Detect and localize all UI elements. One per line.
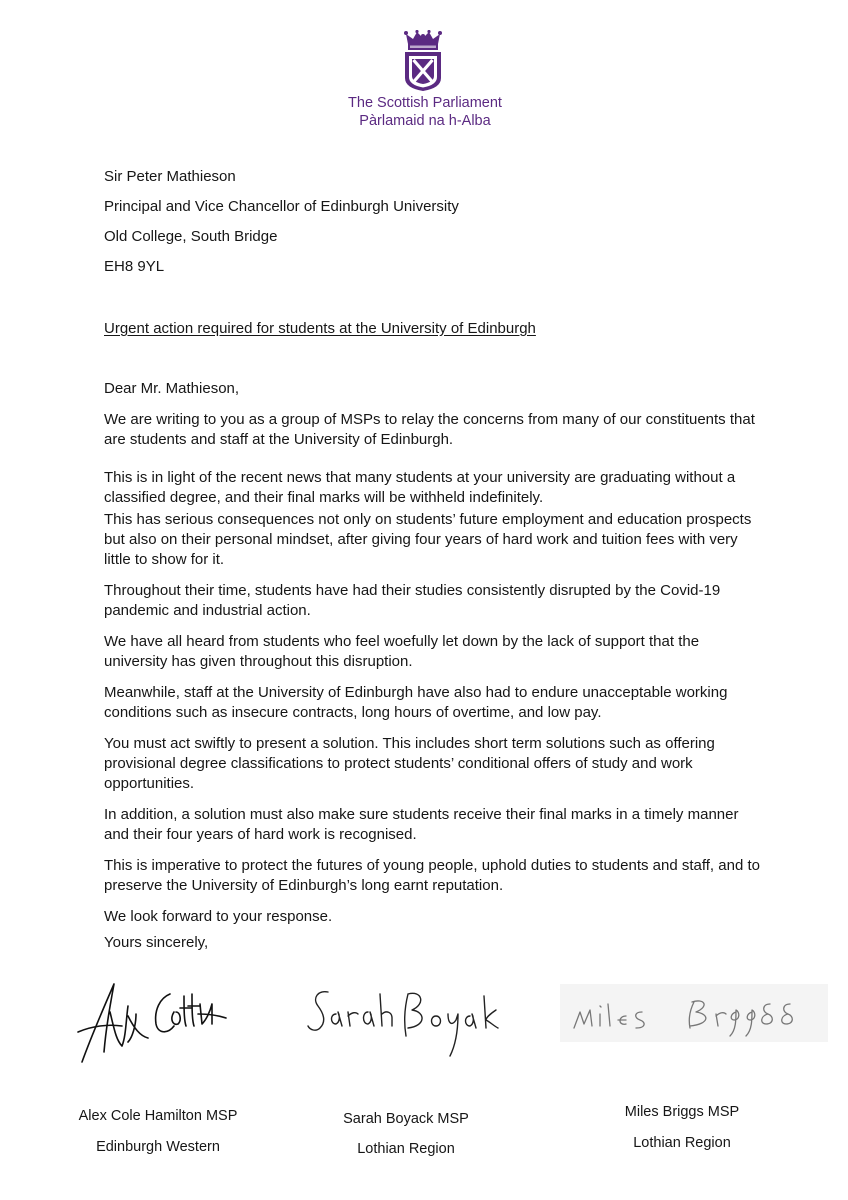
signatory-region: Lothian Region (357, 1141, 455, 1157)
closing: Yours sincerely, (104, 934, 209, 951)
recipient-title: Principal and Vice Chancellor of Edinburgh University (104, 198, 459, 215)
letter-subject: Urgent action required for students at the University of Edinburgh (104, 320, 536, 337)
signatory-region: Lothian Region (633, 1135, 731, 1151)
body-paragraph: We have all heard from students who feel woefully let down by the lack of support that the university has given throughout this disruption. (104, 633, 700, 670)
recipient-name: Sir Peter Mathieson (104, 168, 236, 185)
signatory-name: Alex Cole Hamilton MSP (78, 1108, 238, 1124)
recipient-street: Old College, South Bridge (104, 228, 278, 245)
body-paragraph: We look forward to your response. (104, 908, 333, 925)
handwritten-signature-1 (70, 976, 230, 1068)
recipient-postcode: EH8 9YL (104, 258, 165, 275)
body-paragraph: We are writing to you as a group of MSPs to relay the concerns from many of our constituents that are students and staff at the University of Edinburgh. (104, 411, 755, 448)
body-paragraph: Throughout their time, students have had their studies consistently disrupted by the Covid-19 pandemic and industrial action. (104, 582, 721, 619)
parliament-name-gaelic: Pàrlamaid na h-Alba (359, 113, 491, 129)
signatory-region: Edinburgh Western (96, 1139, 220, 1155)
body-paragraph: This has serious consequences not only on students’ future employment and education prospects but also on their personal mindset, after giving four years of hard work and tuition fees with very little to show for it. (104, 511, 752, 568)
body-paragraph: Meanwhile, staff at the University of Edinburgh have also had to endure unacceptable working conditions such as insecure contracts, long hours of overtime, and low pay. (104, 684, 728, 721)
scottish-parliament-crest-icon (400, 30, 446, 92)
handwritten-signature-2 (300, 980, 510, 1062)
salutation: Dear Mr. Mathieson, (104, 380, 240, 397)
handwritten-signature-3 (560, 984, 830, 1044)
parliament-name-english: The Scottish Parliament (348, 95, 502, 111)
signatory-name: Sarah Boyack MSP (343, 1111, 469, 1127)
signatory-name: Miles Briggs MSP (624, 1104, 740, 1120)
body-paragraph: This is in light of the recent news that many students at your university are graduating without a classified degree, and their final marks will be withheld indefinitely. (104, 469, 736, 506)
body-paragraph: You must act swiftly to present a solution. This includes short term solutions such as offering provisional degree classifications to protect students’ conditional offers of study and work opportunities. (104, 735, 715, 792)
body-paragraph: In addition, a solution must also make sure students receive their final marks in a timely manner and their four years of hard work is recognised. (104, 806, 739, 843)
body-paragraph: This is imperative to protect the futures of young people, uphold duties to students and staff, and to preserve the University of Edinburgh’s long earnt reputation. (104, 857, 760, 894)
